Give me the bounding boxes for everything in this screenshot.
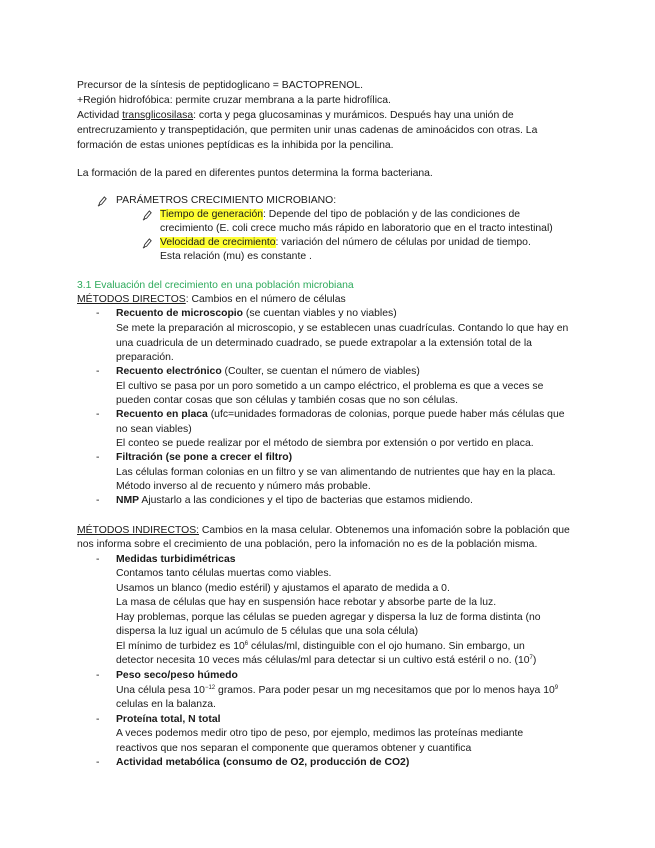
- intro-line-5: formación de estas uniones peptídicas es la inhibida por la pencilina.: [77, 140, 394, 151]
- directos-heading: MÉTODOS DIRECTOS: Cambios en el número de células: [77, 294, 346, 305]
- directos-m1-text: Se mete la preparación al microscopio, y se establecen unas cuadrículas. Contando lo que hay en: [116, 323, 569, 334]
- tiempo-line-1: Tiempo de generación: Depende del tipo de población y de las condiciones de: [160, 209, 521, 220]
- params-title: PARÁMETROS CRECIMIENTO MICROBIANO:: [116, 195, 337, 206]
- directos-m2-text: pueden contar cosas que son células y también cosas que no son células.: [116, 395, 458, 406]
- directos-m5: NMP Ajustarlo a las condiciones y el tipo de bacterias que estamos midiendo.: [116, 495, 473, 506]
- directos-m4-title: Filtración (se pone a crecer el filtro): [116, 452, 293, 463]
- indirectos-m1-text: El mínimo de turbidez es $10^6$ células/ml, distinguible con el ojo humano. Sin embargo, un: [116, 641, 525, 652]
- indirectos-m3-text: reactivos que nos separan el componente que queramos obtener y cuantifica: [116, 743, 472, 754]
- indirectos-m4-title: Actividad metabólica (consumo de O2, producción de CO2): [116, 757, 410, 768]
- indirectos-m1-text: Usamos un blanco (medio estéril) y ajustamos el aparato de medida a 0.: [116, 583, 450, 594]
- indirectos-m1-title: Medidas turbidimétricas: [116, 554, 236, 565]
- dash-bullet: -: [96, 409, 100, 420]
- intro-line-1: Precursor de la síntesis de peptidoglicano = BACTOPRENOL.: [77, 80, 363, 91]
- dash-bullet: -: [96, 757, 100, 768]
- pen-bullet-icon: [97, 196, 108, 207]
- indirectos-m3-text: A veces podemos medir otro tipo de peso, por ejemplo, medimos las proteínas mediante: [116, 728, 524, 739]
- indirectos-m1-text: detector necesita 10 veces más células/ml para detectar si un cultivo está estéril o no. $(10^7)$: [116, 655, 537, 666]
- indirectos-m2-text: Una célula pesa $10^{-12}$ gramos. Para poder pesar un mg necesitamos que por lo menos haya $10^9$: [116, 685, 559, 696]
- directos-m1-text: una cuadricula de un determinado cuadrado, se puede extrapolar a la extensión total de la: [116, 338, 532, 349]
- dash-bullet: -: [96, 670, 100, 681]
- directos-m4-text: Método inverso al de recuento y número más probable.: [116, 481, 371, 492]
- directos-m4-text: Las células forman colonias en un filtro y se van alimentando de nutrientes que hay en la placa.: [116, 467, 556, 478]
- dash-bullet: -: [96, 452, 100, 463]
- intro-line-4: entrecruzamiento y transpeptidación, que permiten unir unas cadenas de aminoácidos con otras. La: [77, 125, 538, 136]
- directos-m3-title: Recuento en placa (ufc=unidades formadoras de colonias, porque puede haber más células que: [116, 409, 565, 420]
- tiempo-line-2: crecimiento (E. coli crece mucho más rápido en laboratorio que en el tracto intestinal): [160, 223, 553, 234]
- indirectos-m1-text: Hay problemas, porque las células se pueden agregar y dispersa la luz de forma distinta (no: [116, 612, 541, 623]
- dash-bullet: -: [96, 495, 100, 506]
- velocidad-highlight: Velocidad de crecimiento: [160, 237, 276, 248]
- pen-bullet-icon: [142, 238, 153, 249]
- section-heading: 3.1 Evaluación del crecimiento en una población microbiana: [77, 280, 354, 291]
- indirectos-m1-text: Contamos tanto células muertas como viables.: [116, 568, 332, 579]
- directos-m3-text: El conteo se puede realizar por el método de siembra por extensión o por vertido en placa.: [116, 438, 534, 449]
- indirectos-heading-2: nos informa sobre el crecimiento de una población, pero la infomación no es de la población misma.: [77, 539, 538, 550]
- pared-paragraph: La formación de la pared en diferentes puntos determina la forma bacteriana.: [77, 168, 433, 179]
- intro-line-3: Actividad transglicosilasa: corta y pega glucosaminas y murámicos. Después hay una unión de: [77, 110, 514, 121]
- velocidad-line-1: Velocidad de crecimiento: variación del número de células por unidad de tiempo.: [160, 237, 531, 248]
- directos-m1-title: Recuento de microscopio (se cuentan viables y no viables): [116, 308, 397, 319]
- indirectos-m1-text: La masa de células que hay en suspensión hace rebotar y absorbe parte de la luz.: [116, 597, 497, 608]
- dash-bullet: -: [96, 308, 100, 319]
- intro-line-2: +Región hidrofóbica: permite cruzar membrana a la parte hidrofílica.: [77, 95, 391, 106]
- dash-bullet: -: [96, 366, 100, 377]
- tiempo-highlight: Tiempo de generación: [160, 209, 264, 220]
- directos-m2-title: Recuento electrónico (Coulter, se cuentan el número de viables): [116, 366, 420, 377]
- directos-m3-text: no sean viables): [116, 424, 192, 435]
- velocidad-line-2: Esta relación (mu) es constante .: [160, 251, 312, 262]
- dash-bullet: -: [96, 554, 100, 565]
- directos-m1-text: preparación.: [116, 352, 174, 363]
- indirectos-m1-text: dispersa la luz igual un acúmulo de 5 células que una sola célula): [116, 626, 419, 637]
- indirectos-m3-title: Proteína total, N total: [116, 714, 221, 725]
- indirectos-m2-title: Peso seco/peso húmedo: [116, 670, 238, 681]
- indirectos-m2-text: celulas en la balanza.: [116, 699, 216, 710]
- dash-bullet: -: [96, 714, 100, 725]
- pen-bullet-icon: [142, 210, 153, 221]
- indirectos-heading: MÉTODOS INDIRECTOS: Cambios en la masa celular. Obtenemos una infomación sobre la población que: [77, 525, 570, 536]
- transglicosilasa-term: transglicosilasa: [122, 110, 194, 121]
- directos-m2-text: El cultivo se pasa por un poro sometido a un campo eléctrico, el problema es que a veces se: [116, 381, 544, 392]
